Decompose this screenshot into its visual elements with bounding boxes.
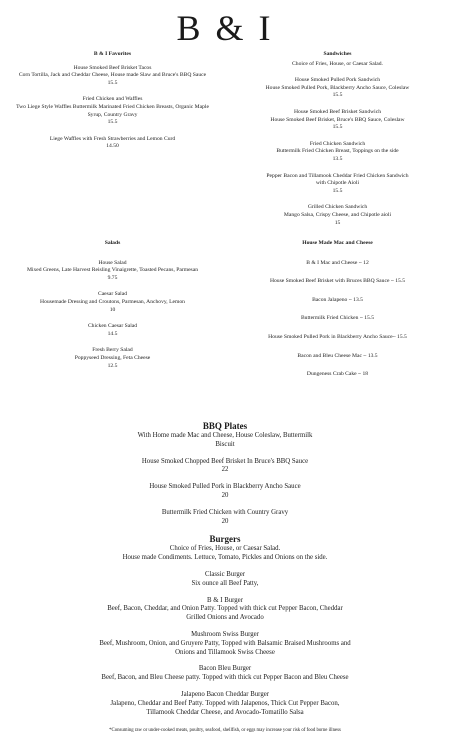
menu-item-name: Fried Chicken and Waffles: [82, 96, 143, 103]
menu-item-detail: with Chipotle Aioli: [315, 180, 360, 187]
menu-item-name: Grilled Chicken Sandwich: [307, 204, 368, 211]
section-salads: [0, 240, 225, 379]
menu-item: [0, 136, 225, 151]
section-title: Sandwiches: [323, 51, 352, 57]
section-title: Burgers: [209, 534, 241, 545]
menu-item-name: House Smoked Pulled Pork in Blackberry Ancho Sauce~ 15.5: [268, 333, 407, 340]
menu-item-name: Mushroom Swiss Burger: [191, 630, 259, 638]
menu-item-name: Dungeness Crab Cake ~ 18: [306, 371, 369, 378]
menu-item-detail: House Smoked Beef Brisket, Bruce's BBQ Sauce, Coleslaw: [270, 116, 405, 123]
menu-item-detail: 14.5: [107, 330, 118, 337]
menu-item-detail: Two Liege Style Waffles Buttermilk Marinated Fried Chicken Breasts, Organic Maple: [16, 103, 209, 110]
menu-item: [225, 173, 450, 196]
menu-item-detail: Beef, Bacon, and Bleu Cheese patty. Topped with thick cut Pepper Bacon and Bleu Cheese: [101, 674, 349, 682]
menu-item-name: House Smoked Chopped Beef Brisket In Bruce's BBQ Sauce: [141, 457, 309, 465]
menu-item-detail: Beef, Mushroom, Onion, and Gruyere Patty, Topped with Balsamic Braised Mushrooms and: [99, 639, 351, 647]
menu-item: [225, 204, 450, 227]
menu-item-name: Chicken Caesar Salad: [87, 323, 138, 330]
menu-item: [0, 347, 225, 370]
section-title: BBQ Plates: [202, 421, 248, 431]
menu-item: [225, 315, 450, 323]
menu-item-detail: Jalapeno, Cheddar and Beef Patty. Topped with Jalapenos, Thick Cut Pepper Bacon,: [110, 699, 340, 707]
menu-item-name: House Salad: [98, 259, 127, 266]
menu-item-name: Fried Chicken Sandwich: [309, 140, 366, 147]
menu-item-detail: 15.5: [332, 187, 343, 194]
menu-item-name: Bacon Jalapeno ~ 13.5: [312, 296, 363, 303]
menu-item: [0, 483, 450, 501]
menu-item-detail: 15.5: [107, 119, 118, 126]
menu-item-detail: Buttermilk Fried Chicken Breast, Toppings on the side: [276, 148, 399, 155]
menu-item-detail: House Smoked Pulled Pork, Blackberry Ancho Sauce, Coleslaw: [265, 84, 410, 91]
menu-item-detail: Syrup, Country Gravy: [87, 111, 138, 118]
menu-item: [0, 65, 225, 88]
menu-item-detail: 10: [109, 306, 116, 313]
menu-item-name: House Smoked Pulled Pork Sandwich: [294, 77, 381, 84]
menu-item: [225, 278, 450, 286]
menu-item-name: Pepper Bacon and Tillamook Cheddar Fried Chicken Sandwich: [266, 172, 409, 179]
food-safety-footnote: *Consuming raw or under-cooked meats, poultry, seafood, shellfish, or eggs may increase your risk of food borne illness: [109, 728, 341, 733]
section-burgers: [0, 534, 450, 717]
menu-item: [0, 571, 450, 589]
menu-item: [0, 509, 450, 527]
menu-item-name: House Smoked Beef Brisket Sandwich: [293, 108, 381, 115]
section-title: Salads: [104, 240, 121, 246]
menu-item-name: Jalapeno Bacon Cheddar Burger: [180, 690, 270, 698]
menu-item: [225, 334, 450, 342]
menu-item: [225, 297, 450, 305]
menu-item-detail: 9.75: [107, 274, 118, 281]
menu-item-name: Classic Burger: [204, 570, 246, 578]
menu-item-detail: 12.5: [107, 362, 118, 369]
menu-item-detail: Housemade Dressing and Croutons, Parmesan, Anchovy, Lemon: [40, 298, 185, 305]
menu-item-name: House Smoked Beef Brisket with Bruces BBQ Sauce ~ 15.5: [269, 278, 406, 285]
menu-item-name: Choice of Fries, House, or Caesar Salad.: [169, 545, 281, 553]
menu-item-detail: Six ounce all Beef Patty,: [191, 579, 259, 587]
menu-item-detail: 22: [221, 466, 229, 474]
menu-item-detail: 15.5: [107, 79, 118, 86]
menu-item-name: Bacon Bleu Burger: [198, 665, 252, 673]
section-bottom: [0, 421, 450, 725]
menu-item: [0, 665, 450, 683]
menu-item: [0, 691, 450, 717]
menu-item-detail: Beef, Bacon, Cheddar, and Onion Patty. Topped with thick cut Pepper Bacon, Cheddar: [107, 605, 343, 613]
section-bbq-plates: [0, 421, 450, 526]
menu-item-detail: Mango Salsa, Crispy Cheese, and Chipotle aioli: [283, 211, 392, 218]
menu-item: [225, 141, 450, 164]
menu-item-detail: 15.5: [332, 124, 343, 131]
menu-item-detail: Mixed Greens, Late Harvest Reisling Vinaigrette, Toasted Pecans, Parmesan: [26, 267, 199, 274]
menu-item: [0, 597, 450, 623]
menu-item-name: Caesar Salad: [97, 291, 128, 298]
section-favorites: [0, 51, 225, 160]
menu-item-detail: Biscuit: [215, 440, 235, 448]
menu-item: [0, 291, 225, 314]
menu-item-detail: 20: [221, 491, 229, 499]
menu-item-detail: 15.5: [332, 92, 343, 99]
menu-item-name: With Home made Mac and Cheese, House Coleslaw, Buttermilk: [137, 432, 313, 439]
menu-item-name: Buttermilk Fried Chicken with Country Gravy: [161, 508, 289, 516]
menu-item-name: Choice of Fries, House, or Caesar Salad.: [292, 60, 383, 67]
menu-item: [0, 323, 225, 338]
menu-item-detail: Onions and Tillamook Swiss Cheese: [175, 648, 275, 656]
restaurant-logo: B & I: [176, 8, 274, 48]
menu-item: [0, 458, 450, 476]
menu-item-detail: House made Condiments. Lettuce, Tomato, Pickles and Onions on the side.: [122, 554, 328, 562]
menu-item: [0, 260, 225, 283]
menu-item-detail: Poppyseed Dressing, Feta Cheese: [74, 354, 151, 361]
menu-item-name: Buttermilk Fried Chicken ~ 15.5: [300, 315, 375, 322]
menu-item-detail: 20: [221, 517, 229, 525]
menu-item: [225, 109, 450, 132]
menu-item-detail: 14.50: [106, 143, 119, 150]
menu-item: [0, 545, 450, 563]
section-mac-and-cheese: [225, 240, 450, 390]
menu-item-detail: 13.5: [332, 155, 343, 162]
menu-item-name: Liege Waffles with Fresh Strawberries and Lemon Curd: [49, 135, 176, 142]
menu-item-name: House Smoked Pulled Pork in Blackberry Ancho Sauce: [149, 483, 301, 491]
menu-item: [0, 631, 450, 657]
section-title: House Made Mac and Cheese: [302, 240, 373, 246]
section-sandwiches: [225, 51, 450, 236]
menu-item: [0, 96, 225, 126]
menu-item-name: House Smoked Beef Brisket Tacos: [73, 64, 152, 71]
menu-item-detail: Tillamook Cheddar Cheese, and Avocado-Tomatillo Salsa: [146, 708, 304, 716]
menu-item: [225, 77, 450, 100]
section-title: B & I Favorites: [93, 51, 132, 57]
menu-item-name: B & I Burger: [207, 596, 243, 604]
menu-item: [225, 260, 450, 268]
menu-item-detail: 15: [334, 219, 341, 226]
menu-item: [225, 61, 450, 69]
menu-item-name: Bacon and Bleu Cheese Mac ~ 13.5: [297, 352, 378, 359]
menu-item-name: Fresh Berry Salad: [92, 347, 133, 354]
menu-item: [225, 353, 450, 361]
menu-item: [0, 432, 450, 450]
menu-item-detail: Grilled Onions and Avocado: [186, 614, 264, 622]
menu-item-detail: Corn Tortilla, Jack and Cheddar Cheese, House made Slaw and Bruce's BBQ Sauce: [18, 72, 207, 79]
menu-item: [225, 371, 450, 379]
menu-item-name: B & I Mac and Cheese ~ 12: [306, 259, 369, 266]
